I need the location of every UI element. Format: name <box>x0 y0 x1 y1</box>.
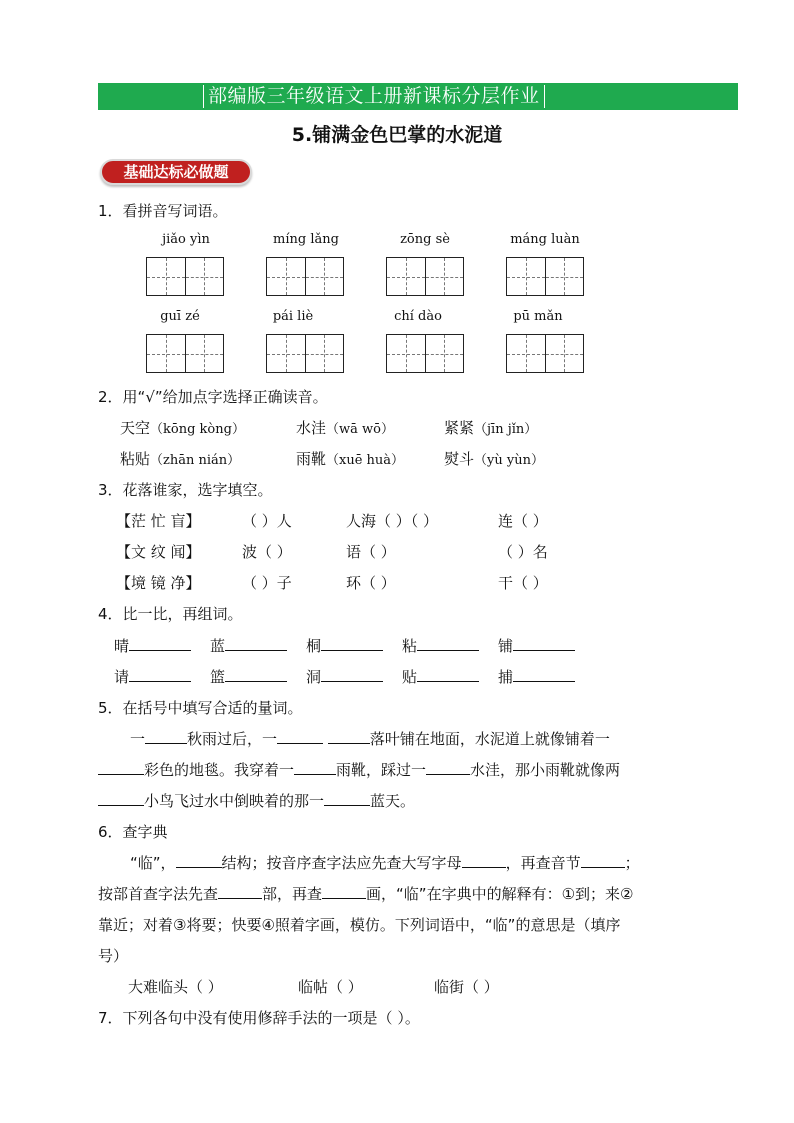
word-blank[interactable]: 桐 <box>306 635 383 656</box>
char-group: 【茫 忙 盲】 <box>116 512 201 530</box>
blank[interactable] <box>277 729 323 744</box>
char-group: 【文 纹 闻】 <box>116 543 201 561</box>
fill-blank[interactable]: 人海（ ）（ ） <box>346 512 439 530</box>
blank[interactable] <box>98 760 144 775</box>
fill-blank[interactable]: 临街（ ） <box>434 978 499 996</box>
blank[interactable] <box>145 729 187 744</box>
fill-blank[interactable]: 波（ ） <box>242 543 292 561</box>
writing-grid[interactable] <box>146 257 224 296</box>
pinyin-label: pái liè <box>272 309 314 324</box>
pinyin-label: chí dào <box>394 309 442 324</box>
word-blank[interactable]: 铺 <box>498 635 575 656</box>
reading-item[interactable]: 紧紧（jīn jǐn） <box>444 419 538 437</box>
pinyin-label: máng luàn <box>510 232 580 247</box>
blank[interactable] <box>581 853 625 868</box>
pinyin-label: zōng sè <box>400 232 450 247</box>
writing-grid[interactable] <box>506 334 584 373</box>
reading-item[interactable]: 水洼（wā wō） <box>296 419 394 437</box>
fill-blank[interactable]: 连（ ） <box>498 512 548 530</box>
word-blank[interactable]: 晴 <box>114 635 191 656</box>
pinyin-label: guī zé <box>160 309 200 324</box>
pinyin-label: míng lǎng <box>273 232 339 247</box>
blank[interactable] <box>98 791 144 806</box>
fill-blank[interactable]: （ ）名 <box>498 543 548 561</box>
blank[interactable] <box>322 884 366 899</box>
reading-item[interactable]: 雨靴（xuē huà） <box>296 450 405 468</box>
paragraph-line: 小鸟飞过水中倒映着的那一 蓝天。 <box>98 790 415 811</box>
blank[interactable] <box>426 760 470 775</box>
paragraph-line: 一 秋雨过后，一 落叶铺在地面，水泥道上就像铺着一 <box>130 730 610 748</box>
pinyin-label: jiǎo yìn <box>162 232 210 247</box>
writing-grid[interactable] <box>386 334 464 373</box>
paragraph-line: 靠近；对着③将要；快要④照着字画，模仿。下列词语中，“临”的意思是（填序 <box>98 916 621 934</box>
fill-blank[interactable]: 环（ ） <box>346 574 396 592</box>
fill-blank[interactable]: （ ）子 <box>242 574 292 592</box>
word-blank[interactable]: 洞 <box>306 666 383 687</box>
word-blank[interactable]: 贴 <box>402 666 479 687</box>
blank[interactable] <box>294 760 336 775</box>
char-group: 【境 镜 净】 <box>116 574 201 592</box>
word-blank[interactable]: 蓝 <box>210 635 287 656</box>
writing-grid[interactable] <box>146 334 224 373</box>
blank[interactable] <box>462 853 506 868</box>
paragraph-line: 按部首查字法先查 部，再查 画，“临”在字典中的解释有：①到；来② <box>98 885 634 903</box>
lesson-title: 5.铺满金色巴掌的水泥道 <box>291 124 503 146</box>
writing-grid[interactable] <box>266 334 344 373</box>
question-4: 4．比一比，再组词。 <box>98 605 243 623</box>
question-6: 6．查字典 <box>98 823 168 841</box>
word-blank[interactable]: 请 <box>114 666 191 687</box>
fill-blank[interactable]: 干（ ） <box>498 574 548 592</box>
fill-blank[interactable]: 大难临头（ ） <box>128 978 223 996</box>
question-2: 2．用“√”给加点字选择正确读音。 <box>98 388 328 406</box>
writing-grid[interactable] <box>506 257 584 296</box>
word-blank[interactable]: 篮 <box>210 666 287 687</box>
question-5: 5．在括号中填写合适的量词。 <box>98 699 303 717</box>
header-banner <box>98 83 738 110</box>
word-blank[interactable]: 捕 <box>498 666 575 687</box>
paragraph-line: “临”， 结构；按音序查字法应先查大写字母 ，再查音节 ； <box>130 854 640 872</box>
blank[interactable] <box>324 791 370 806</box>
question-3: 3．花落谁家，选字填空。 <box>98 481 273 499</box>
banner-title: 部编版三年级语文上册新课标分层作业 <box>203 85 545 108</box>
blank[interactable] <box>328 729 370 744</box>
blank[interactable] <box>218 884 262 899</box>
blank[interactable] <box>176 853 222 868</box>
word-blank[interactable]: 粘 <box>402 635 479 656</box>
paragraph-line: 彩色的地毯。我穿着一 雨靴，踩过一 水洼，那小雨靴就像两 <box>98 759 620 780</box>
question-1: 1．看拼音写词语。 <box>98 202 228 220</box>
writing-grid[interactable] <box>386 257 464 296</box>
reading-item[interactable]: 粘贴（zhān nián） <box>120 450 241 468</box>
pinyin-label: pū mǎn <box>513 309 563 324</box>
fill-blank[interactable]: 临帖（ ） <box>298 978 363 996</box>
reading-item[interactable]: 熨斗（yù yùn） <box>444 450 544 468</box>
writing-grid[interactable] <box>266 257 344 296</box>
paragraph-line: 号） <box>98 947 129 965</box>
question-7: 7．下列各句中没有使用修辞手法的一项是（ ）。 <box>98 1009 420 1027</box>
fill-blank[interactable]: 语（ ） <box>346 543 396 561</box>
reading-item[interactable]: 天空（kōng kòng） <box>120 419 245 437</box>
section-label: 基础达标必做题 <box>100 159 252 185</box>
fill-blank[interactable]: （ ）人 <box>242 512 292 530</box>
